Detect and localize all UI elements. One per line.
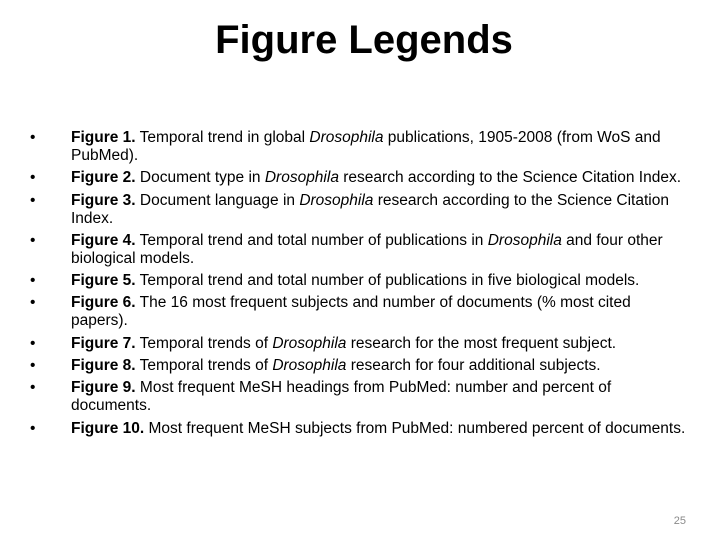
legend-item-figure-5	[30, 272, 690, 290]
legend-item-figure-3	[30, 192, 690, 228]
figure-label: Figure 8.	[71, 357, 136, 375]
legend-text: research according to the Science Citation Index.	[71, 191, 669, 227]
legend-item-figure-1	[30, 129, 690, 165]
figure-label: Figure 3.	[71, 191, 136, 209]
legend-text: The 16 most frequent subjects and number of documents (% most cited papers).	[71, 294, 631, 330]
bullet-icon: •	[30, 231, 36, 249]
bullet-icon: •	[30, 334, 36, 352]
bullet-icon: •	[30, 169, 36, 187]
species-name: Drosophila	[299, 191, 374, 209]
bullet-icon: •	[30, 129, 36, 146]
legend-item-figure-9	[30, 379, 690, 415]
legend-item-figure-2	[30, 169, 690, 187]
legend-text: publications, 1905-2008 (from WoS and PubMed).	[71, 129, 661, 164]
legend-item-figure-10	[30, 420, 690, 438]
legend-item-figure-6	[30, 294, 690, 330]
legend-text: and four other biological models.	[71, 231, 663, 267]
figure-label: Figure 10.	[71, 419, 145, 437]
legend-text: Document language in	[135, 191, 300, 209]
bullet-icon: •	[30, 357, 36, 375]
species-name: Drosophila	[487, 231, 562, 249]
figure-label: Figure 4.	[71, 231, 136, 249]
page-number: 25	[673, 515, 686, 527]
bullet-icon: •	[30, 294, 36, 312]
figure-label: Figure 1.	[71, 129, 136, 146]
legend-item-figure-7	[30, 335, 690, 353]
legend-text: Temporal trend in global	[135, 129, 310, 146]
legend-item-figure-4	[30, 232, 690, 268]
species-name: Drosophila	[272, 334, 347, 352]
species-name: Drosophila	[272, 357, 347, 375]
legend-text: Most frequent MeSH headings from PubMed: number and percent of documents.	[71, 379, 612, 415]
figure-legend-list	[30, 129, 690, 442]
figure-label: Figure 9.	[71, 379, 136, 397]
slide-title: Figure Legends	[215, 18, 513, 62]
figure-label: Figure 2.	[71, 169, 136, 187]
legend-text: research for four additional subjects.	[346, 357, 601, 375]
legend-text: Temporal trends of	[135, 357, 273, 375]
legend-text: Temporal trend and total number of publications in five biological models.	[135, 272, 640, 290]
legend-text: research for the most frequent subject.	[346, 334, 617, 352]
legend-item-figure-8	[30, 357, 690, 375]
bullet-icon: •	[30, 191, 36, 209]
bullet-icon: •	[30, 419, 36, 437]
legend-text: Temporal trends of	[135, 334, 273, 352]
species-name: Drosophila	[264, 169, 339, 187]
legend-text: Most frequent MeSH subjects from PubMed: numbered percent of documents.	[144, 419, 686, 437]
figure-label: Figure 5.	[71, 272, 136, 290]
legend-text: Document type in	[135, 169, 265, 187]
bullet-icon: •	[30, 272, 36, 290]
figure-label: Figure 7.	[71, 334, 136, 352]
bullet-icon: •	[30, 379, 36, 397]
figure-label: Figure 6.	[71, 294, 136, 312]
legend-text: research according to the Science Citation Index.	[338, 169, 682, 187]
species-name: Drosophila	[309, 129, 384, 146]
legend-text: Temporal trend and total number of publications in	[135, 231, 488, 249]
